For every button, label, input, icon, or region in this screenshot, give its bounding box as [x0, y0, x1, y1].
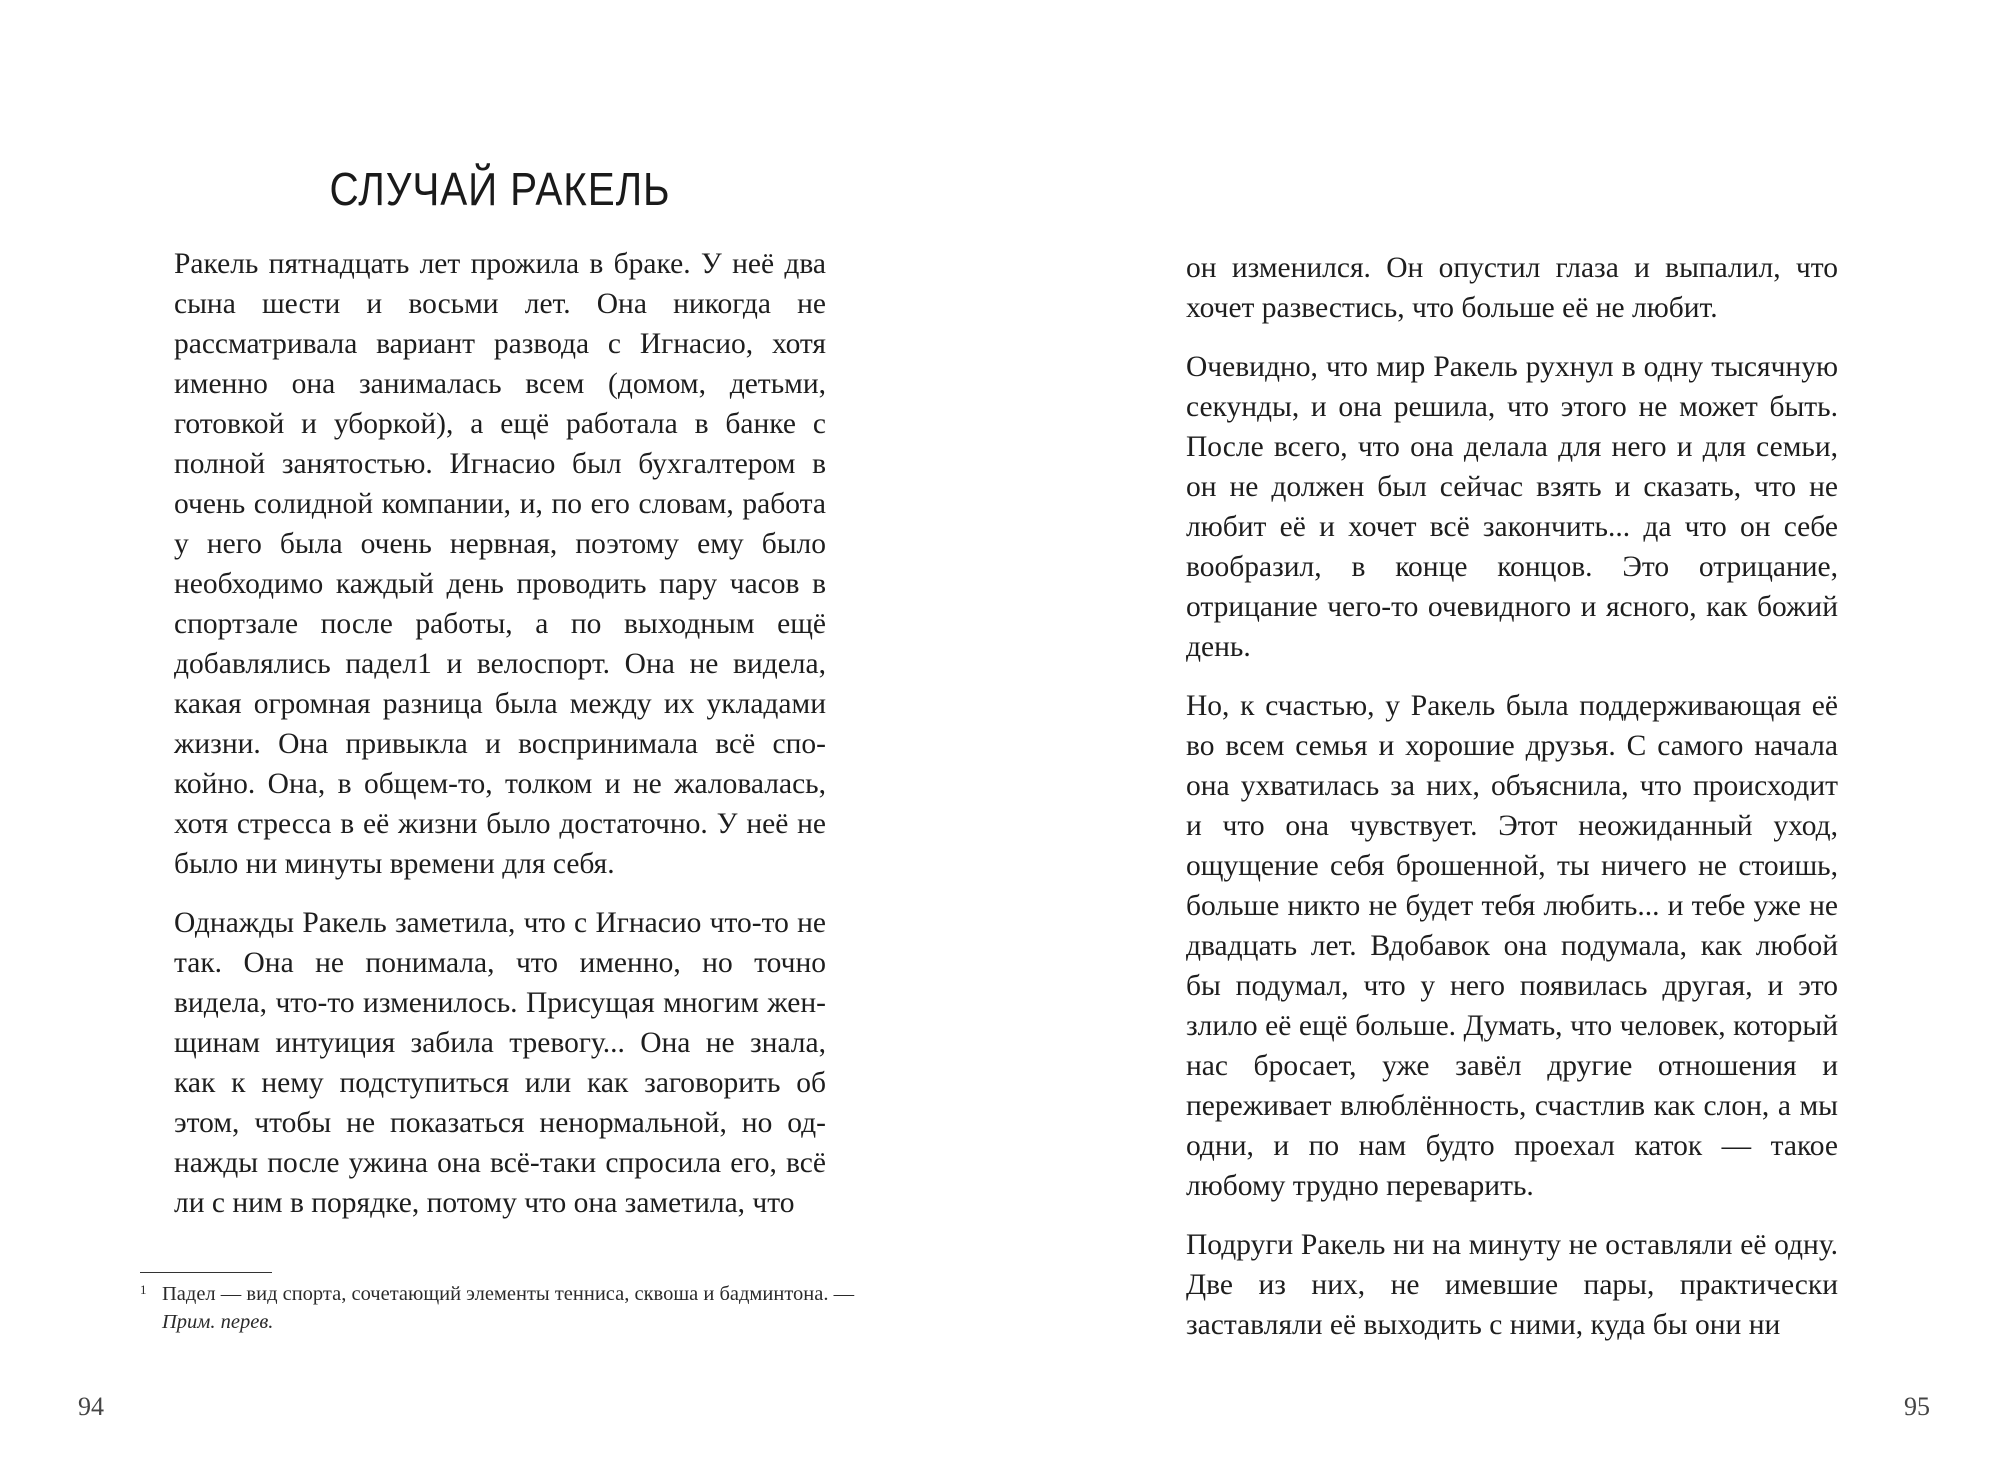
right-page [1000, 0, 2000, 1458]
right-paragraph-3: Но, к счастью, у Ракель была поддерживающая её во всем семья и хорошие друзья. С самого начала она ухватилась за них, объяснила, что происходит и что она чувствует. Этот неожиданный уход, ощущение себя брошенной, ты ничего не стоишь, больше никто не будет тебя любить... и тебе уже не двадцать лет. Вдобавок она подумала, как любой бы подумал, что у него появилась другая, и это злило её ещё больше. Думать, что человек, который нас бросает, уже завёл другие отношения и переживает влюблённость, счастлив как слон, а мы одни, и по нам будто проехал каток — такое любому трудно переварить. [1186, 690, 1838, 1202]
footnote [140, 1280, 870, 1336]
right-paragraph-2: Очевидно, что мир Ракель рухнул в одну тысячную секунды, и она решила, что этого не может быть. После всего, что она делала для него и для семьи, он не должен был сейчас взять и сказать, что не любит её и хочет всё закончить... да что он себе вообразил, в конце концов. Это отрицание, отрицание чего-то очевидного и ясного, как божий день. [1186, 351, 1838, 663]
left-text-column [174, 244, 826, 1242]
page-number-right: 95 [1904, 1392, 1930, 1421]
footnote-translator-note: Прим. перев. [162, 1311, 274, 1333]
left-paragraph-1: Ракель пятнадцать лет прожила в браке. У неё два сына шести и восьми лет. Она никогда не рассматривала вариант развода с Игнасио, хотя именно она занималась всем (домом, детьми, готовкой и уборкой), а ещё работала в банке с полной занятостью. Игнасио был бухгалтером в очень солидной компании, и, по его словам, работа у него была очень нервная, поэтому ему было необходимо каждый день проводить пару часов в спортзале после работы, а по выходным ещё добавлялись падел1 и велоспорт. Она не видела, какая огромная разница была между их укладами жизни. Она привыкла и воспринимала всё спокойно. Она, в общем-то, толком и не жаловалась, хотя стресса в её жизни было достаточно. У неё не было ни минуты времени для себя. [174, 248, 826, 880]
footnote-text: Падел — вид спорта, сочетающий элементы тенниса, сквоша и бадминтона. — [162, 1283, 855, 1305]
footnote-divider [140, 1272, 272, 1273]
chapter-title: СЛУЧАЙ РАКЕЛЬ [329, 163, 671, 215]
right-paragraph-4: Подруги Ракель ни на минуту не оставляли её одну. Две из них, не имевшие пары, практически заставляли её выходить с ними, куда бы они ни [1186, 1229, 1838, 1341]
right-paragraph-1: он изменился. Он опустил глаза и выпалил, что хочет развестись, что больше её не любит. [1186, 252, 1838, 324]
page-number-left: 94 [78, 1392, 104, 1421]
footnote-marker: 1 [140, 1282, 147, 1297]
right-text-column [1186, 248, 1838, 1364]
left-paragraph-2: Однажды Ракель заметила, что с Игнасио что-то не так. Она не понимала, что именно, но точно видела, что-то изменилось. Присущая многим женщинам интуиция забила тревогу... Она не знала, как к нему подступиться или как заговорить об этом, чтобы не показаться ненормальной, но однажды после ужина она всё-таки спросила его, всё ли с ним в порядке, потому что она заметила, что [174, 907, 826, 1219]
footnote-body [140, 1280, 870, 1336]
